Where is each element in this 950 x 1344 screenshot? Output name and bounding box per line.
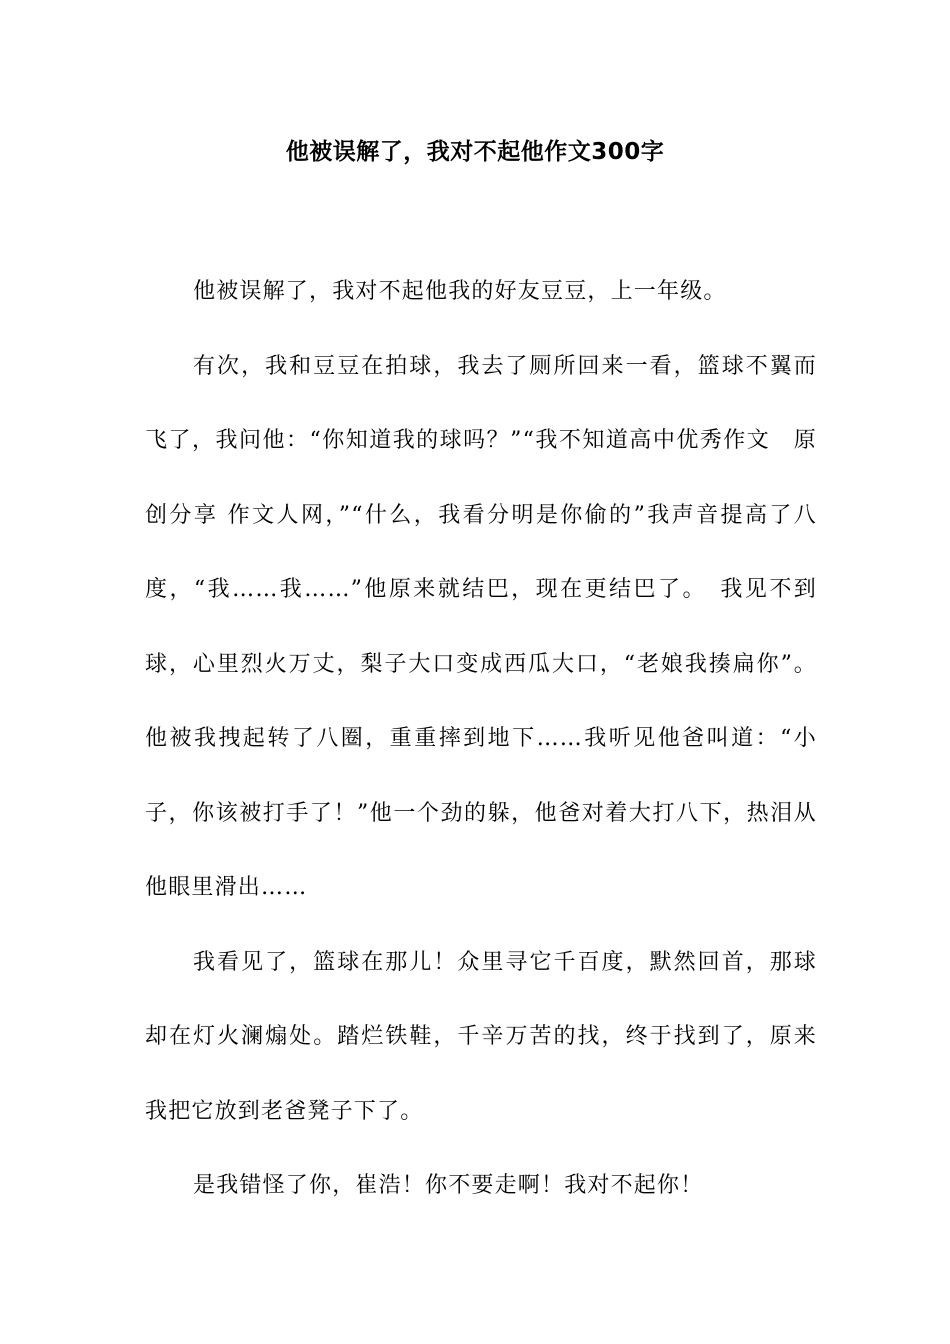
paragraph-intro: 他被误解了，我对不起他我的好友豆豆，上一年级。	[193, 279, 727, 304]
paragraph-discovery: 我看见了，篮球在那儿！众里寻它千百度，默然回首，那球却在灯火澜煽处。踏烂铁鞋，千辛万苦的找，终于找到了，原来我把它放到老爸凳子下了。	[145, 949, 817, 1124]
document-title: 他被误解了，我对不起他作文300字	[285, 139, 665, 165]
document-body	[145, 255, 817, 1224]
paragraph-apology: 是我错怪了你，崔浩！你不要走啊！我对不起你！	[193, 1173, 704, 1198]
paragraph-incident: 有次，我和豆豆在拍球，我去了厕所回来一看，篮球不翼而飞了，我问他：“你知道我的球吗？”“我不知道高中优秀作文 原创分享 作文人网，”“什么，我看分明是你偷的”我声音提高了八度，“我……我……”他原来就结巴，现在更结巴了。 我见不到球，心里烈火万丈，梨子大口变成西瓜大口，“老娘我揍扁你”。他被我拽起转了八圈，重重摔到地下……我听见他爸叫道：“小子，你该被打手了！”他一个劲的躲，他爸对着大打八下，热泪从他眼里滑出……	[145, 353, 817, 900]
